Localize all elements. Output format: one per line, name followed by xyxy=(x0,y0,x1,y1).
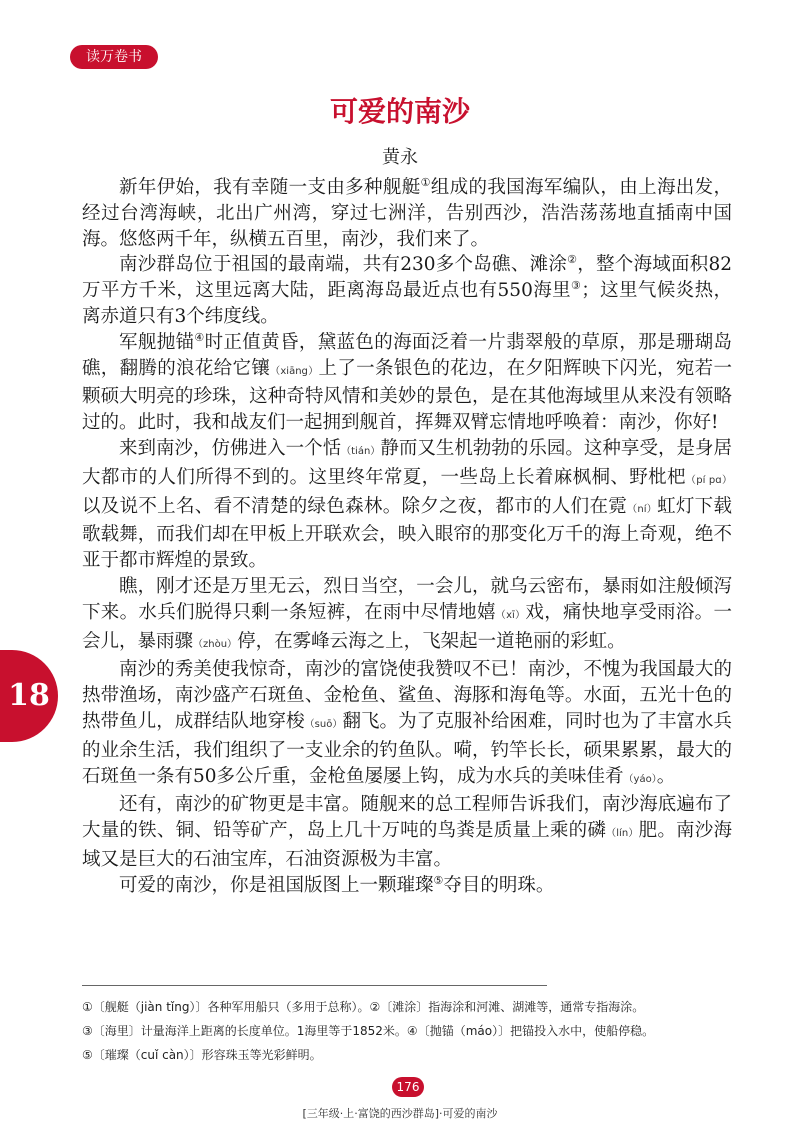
paragraph xyxy=(82,175,732,252)
paragraph-text: 肥。南沙海域又是巨大的石油宝库，石油资源极为丰富。 xyxy=(82,820,732,870)
paragraph-text: 虹灯下载歌载舞，而我们却在甲板上开联欢会，映入眼帘的那变化万千的海上奇观，绝不亚于都市辉煌的景致。 xyxy=(82,495,732,572)
chapter-number-tab: 18 xyxy=(0,650,58,742)
paragraph xyxy=(82,252,732,329)
page-number: 176 xyxy=(392,1077,424,1097)
footnote-marker: ② xyxy=(567,253,578,267)
paragraph-text: 静而又生机勃勃的乐园。这种享受，是身居大都市的人们所得不到的。这里终年常夏，一些岛上长着麻枫桐、野枇杷 xyxy=(82,437,732,488)
footnote-marker: ④ xyxy=(194,330,205,344)
paragraph-text: 来到南沙，仿佛进入一个恬 xyxy=(119,437,342,459)
paragraph-text: 停，在雾峰云海之上，飞架起一道艳丽的彩虹。 xyxy=(237,630,626,652)
pinyin-annotation: （yáo） xyxy=(623,773,657,785)
paragraph xyxy=(82,792,732,872)
footnote-marker: ⑤ xyxy=(433,873,444,887)
pinyin-annotation: （xī） xyxy=(495,609,526,621)
paragraph-text: 瞧，刚才还是万里无云，烈日当空，一会儿，就乌云密布，暴雨如注般倾泻下来。水兵们脱得只剩一条短裤，在雨中尽情地嬉 xyxy=(82,575,732,623)
paragraph-text: 可爱的南沙，你是祖国版图上一颗璀璨 xyxy=(119,874,434,896)
paragraph-text: 上了一条银色的花边，在夕阳辉映下闪光，宛若一颗硕大明亮的珍珠，这种奇特风情和美妙的景色，是在其他海域里从来没有领略过的。此时，我和战友们一起拥到舰首，挥舞双臂忘情地呼唤着：南沙，你好! xyxy=(82,357,732,434)
pinyin-annotation: （xiāng） xyxy=(270,365,319,377)
pinyin-annotation: （pí pɑ） xyxy=(685,474,732,486)
paragraph xyxy=(82,330,732,436)
pinyin-annotation: （ní） xyxy=(627,503,658,515)
pinyin-annotation: （tián） xyxy=(341,445,381,457)
footnote-divider xyxy=(82,985,547,986)
footnote-line: ③〔海里〕计量海洋上距离的长度单位。1海里等于1852米。④〔抛锚（máo）〕把锚投入水中，使船停稳。 xyxy=(82,1024,655,1038)
footnote-marker: ① xyxy=(420,175,431,189)
paragraph-text: 还有，南沙的矿物更是丰富。随舰来的总工程师告诉我们，南沙海底遍布了大量的铁、铜、铅等矿产，岛上几十万吨的鸟粪是质量上乘的磷 xyxy=(82,794,732,842)
paragraph-text: ，整个海域面积82万平方千米，这里远离大陆，距离海岛最近点也有550海里 xyxy=(82,254,732,302)
article-title: 可爱的南沙 xyxy=(329,95,470,128)
paragraph-text: 南沙的秀美使我惊奇，南沙的富饶使我赞叹不已！南沙，不愧为我国最大的热带渔场，南沙盛产石斑鱼、金枪鱼、鲨鱼、海豚和海龟等。水面，五光十色的热带鱼儿，成群结队地穿梭 xyxy=(82,659,732,732)
paragraph xyxy=(82,873,732,899)
pinyin-annotation: （zhòu） xyxy=(193,638,238,650)
paragraph-text: ；这里气候炎热，离赤道只有3个纬度线。 xyxy=(82,280,732,327)
paragraph-text: 戏，痛快地享受雨浴。一会儿，暴雨骤 xyxy=(82,601,732,652)
footnote-line: ①〔舰艇（jiàn tǐng）〕各种军用船只（多用于总称）。②〔滩涂〕指海涂和河滩、湖滩等，通常专指海涂。 xyxy=(82,1000,645,1014)
footnote-marker: ③ xyxy=(571,279,582,293)
paragraph xyxy=(82,574,732,657)
paragraph xyxy=(82,657,732,792)
footnotes xyxy=(82,995,742,1067)
paragraph-text: 。 xyxy=(656,765,676,787)
series-badge: 读万卷书 xyxy=(70,45,158,69)
pinyin-annotation: （suō） xyxy=(304,718,343,730)
paragraph-text: 组成的我国海军编队，由上海出发，经过台湾海峡，北出广州湾，穿过七洲洋，告别西沙，浩浩荡荡地直插南中国海。悠悠两千年，纵横五百里，南沙，我们来了。 xyxy=(82,177,732,250)
paragraph-text: 以及说不上名、看不清楚的绿色森林。除夕之夜，都市的人们在霓 xyxy=(82,495,628,517)
paragraph-text: 新年伊始，我有幸随一支由多种舰艇 xyxy=(119,177,421,198)
article-author: 黄永 xyxy=(382,147,418,168)
page-footer: [三年级·上·富饶的西沙群岛]·可爱的南沙 xyxy=(302,1107,498,1120)
footnote-line: ⑤〔璀璨（cuǐ càn）〕形容珠玉等光彩鲜明。 xyxy=(82,1048,322,1062)
paragraph-text: 南沙群岛位于祖国的最南端，共有230多个岛礁、滩涂 xyxy=(119,254,568,276)
paragraph-text: 夺目的明珠。 xyxy=(443,874,555,896)
paragraph-text: 时正值黄昏，黛蓝色的海面泛着一片翡翠般的草原，那是珊瑚岛礁，翻腾的浪花给它镶 xyxy=(82,331,732,379)
article-body xyxy=(82,175,732,899)
pinyin-annotation: （lín） xyxy=(606,828,639,840)
paragraph-text: 翻飞。为了克服补给困难，同时也为了丰富水兵的业余生活，我们组织了一支业余的钓鱼队。嗬，钓竿长长，硕果累累，最大的石斑鱼一条有50多公斤重，金枪鱼屡屡上钩，成为水兵的美味佳肴 xyxy=(82,710,732,787)
paragraph xyxy=(82,436,732,574)
paragraph-text: 军舰抛锚 xyxy=(119,331,195,353)
